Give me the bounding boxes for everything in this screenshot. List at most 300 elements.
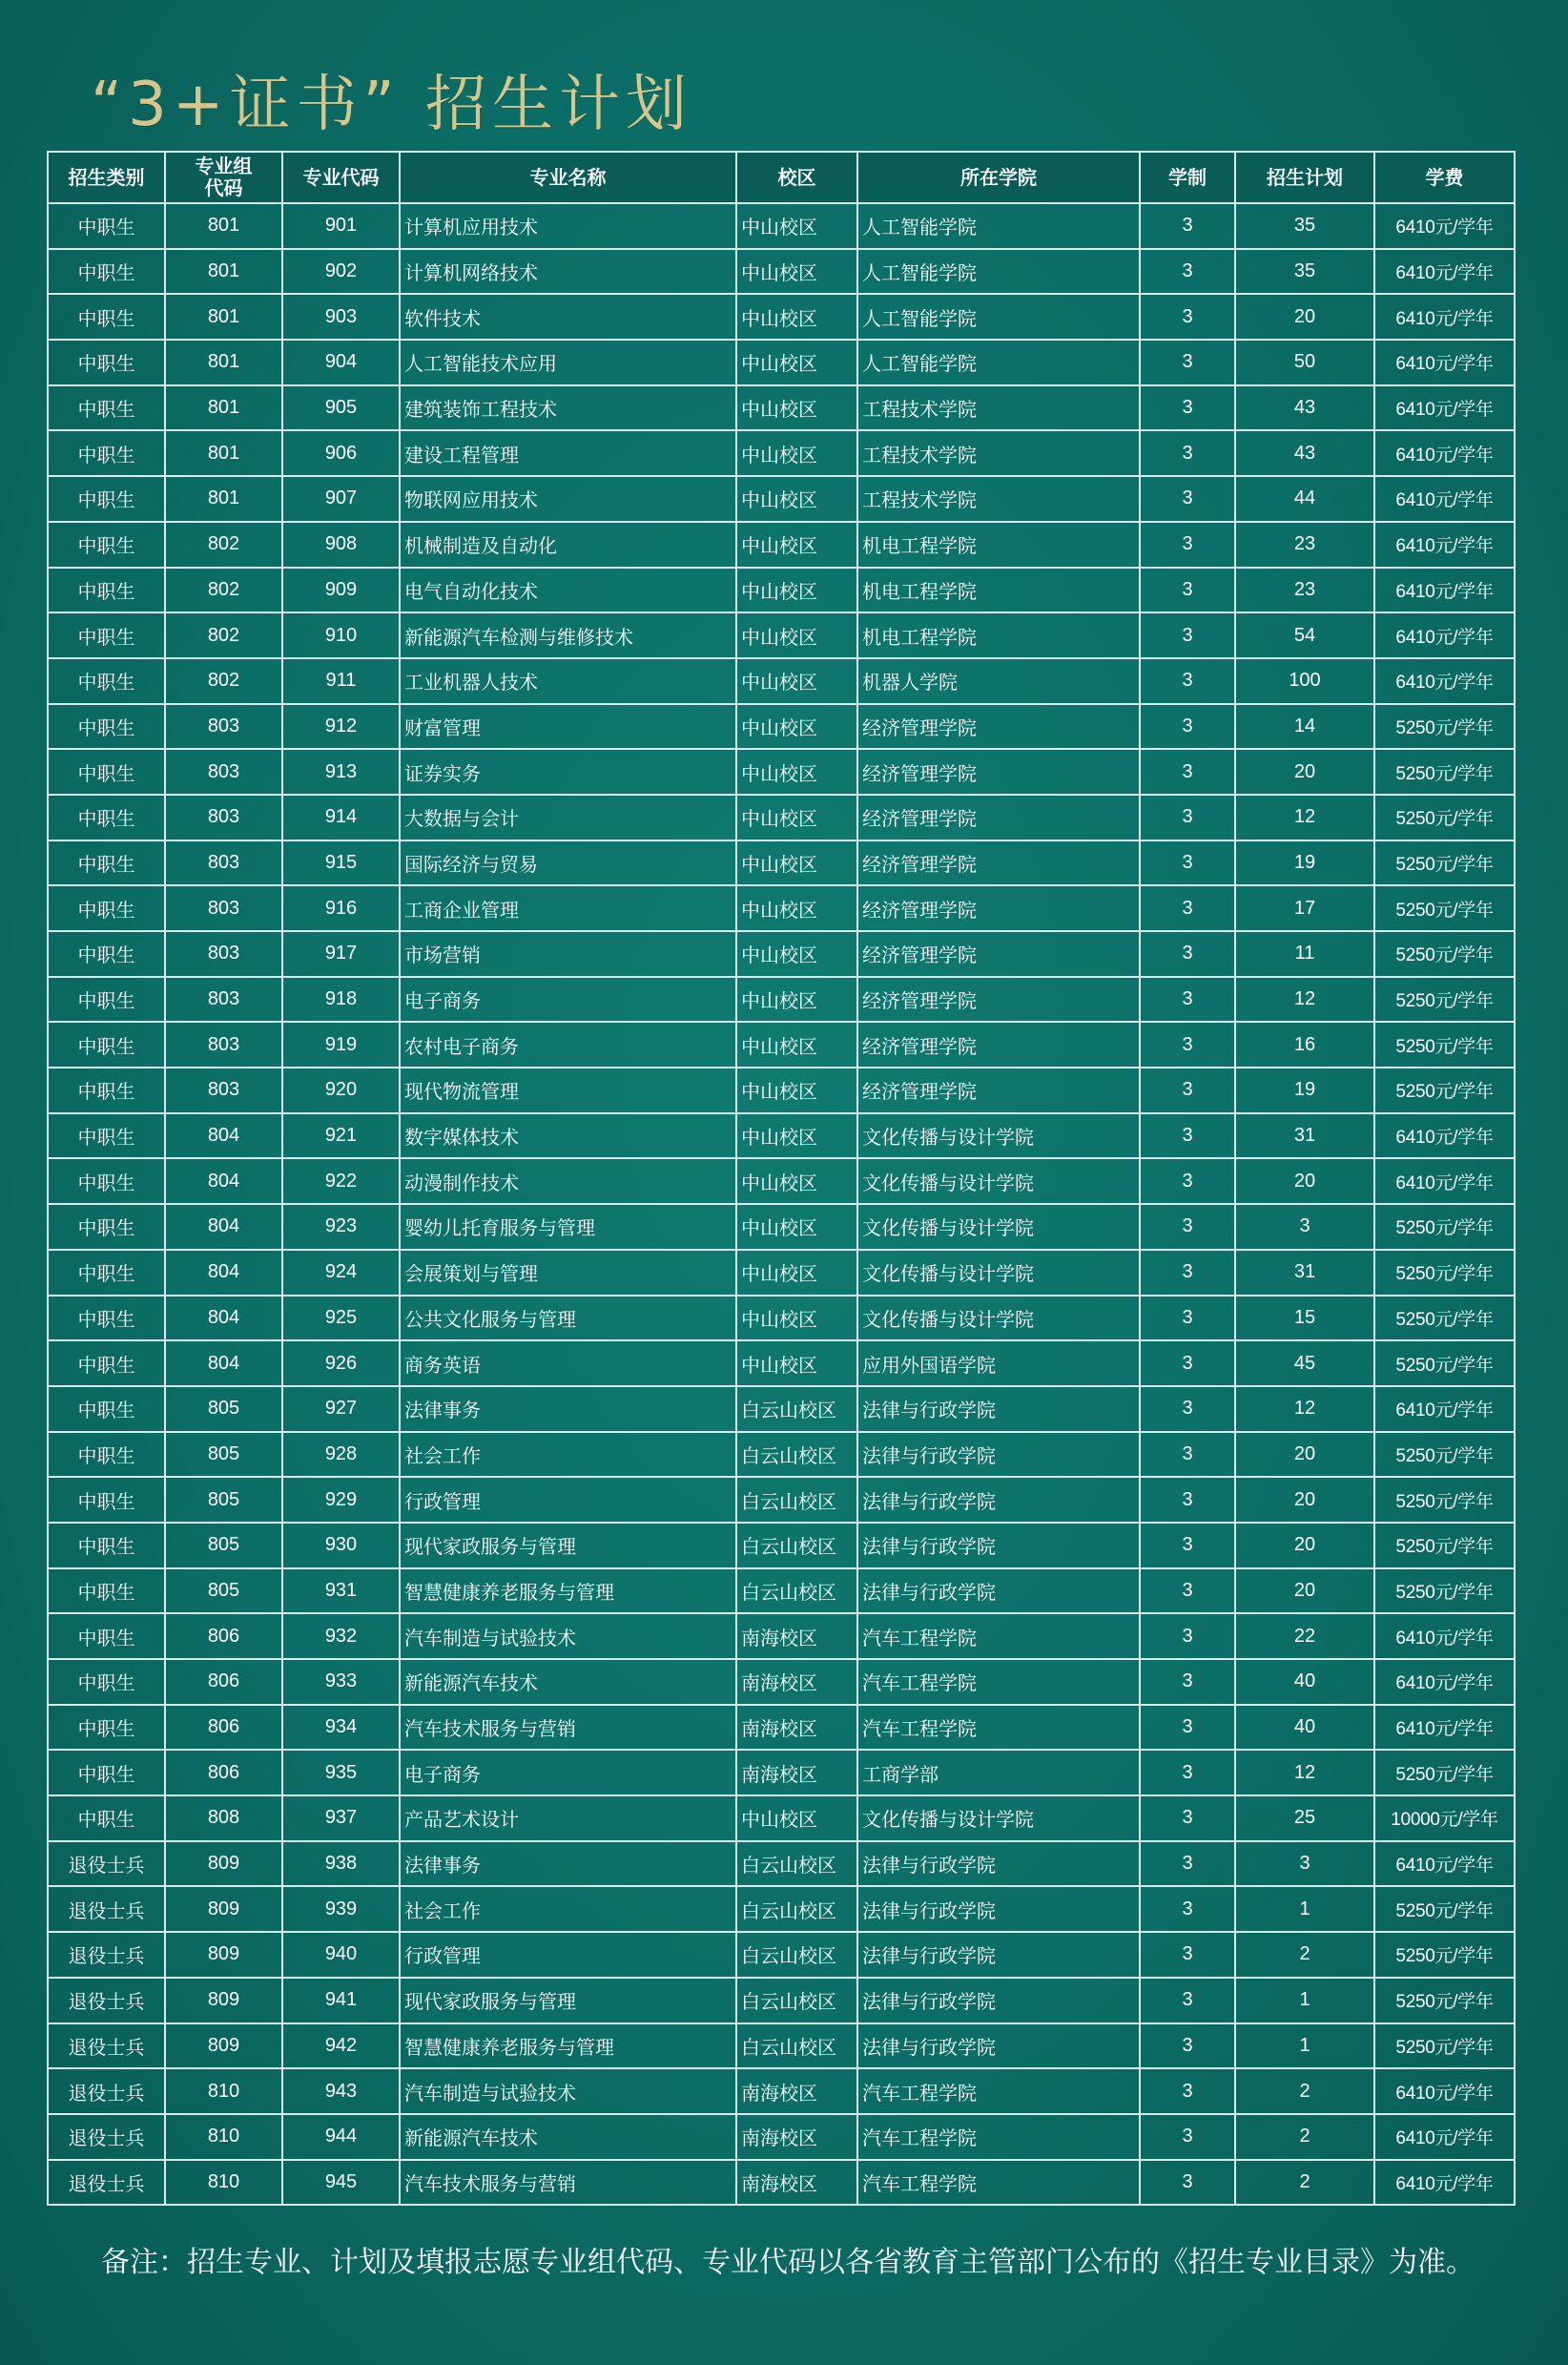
cell-category: 中职生 [48,1296,165,1341]
cell-college: 经济管理学院 [857,704,1140,750]
cell-campus: 中山校区 [736,1250,857,1296]
cell-duration: 3 [1140,1568,1235,1614]
cell-college: 经济管理学院 [857,749,1140,795]
cell-tuition: 6410元/学年 [1374,1386,1515,1432]
footnote: 备注：招生专业、计划及填报志愿专业组代码、专业代码以各省教育主管部门公布的《招生专业目录》为准。 [101,2246,1475,2279]
cell-duration: 3 [1140,1659,1235,1705]
table-row [48,885,1515,931]
cell-college: 人工智能学院 [857,294,1140,340]
cell-category: 中职生 [48,931,165,977]
cell-college: 文化传播与设计学院 [857,1158,1140,1204]
cell-college: 文化传播与设计学院 [857,1250,1140,1296]
cell-college: 应用外国语学院 [857,1340,1140,1386]
cell-tuition: 6410元/学年 [1374,522,1515,568]
cell-major-name: 建筑装饰工程技术 [400,385,736,431]
cell-duration: 3 [1140,1932,1235,1978]
table-row [48,568,1515,613]
cell-duration: 3 [1140,612,1235,658]
table-row [48,1523,1515,1568]
column-header-tuition: 学费 [1374,152,1515,203]
cell-category: 中职生 [48,340,165,385]
cell-college: 汽车工程学院 [857,2114,1140,2160]
cell-tuition: 6410元/学年 [1374,2160,1515,2206]
cell-major-name: 新能源汽车技术 [400,1659,736,1705]
cell-quota: 2 [1235,2160,1374,2206]
column-header-category: 招生类别 [48,152,165,203]
cell-duration: 3 [1140,658,1235,704]
enrollment-plan-table [47,151,1516,2206]
cell-duration: 3 [1140,1386,1235,1432]
cell-major-code: 916 [282,885,400,931]
cell-campus: 中山校区 [736,340,857,385]
table-row [48,294,1515,340]
cell-duration: 3 [1140,840,1235,886]
cell-major-code: 904 [282,340,400,385]
cell-duration: 3 [1140,1250,1235,1296]
cell-quota: 35 [1235,249,1374,295]
table-row [48,2068,1515,2114]
cell-campus: 中山校区 [736,704,857,750]
cell-college: 汽车工程学院 [857,1613,1140,1659]
cell-major-name: 电气自动化技术 [400,568,736,613]
cell-major-code: 945 [282,2160,400,2206]
cell-duration: 3 [1140,476,1235,522]
cell-major-code: 928 [282,1432,400,1478]
cell-category: 中职生 [48,840,165,886]
cell-quota: 54 [1235,612,1374,658]
cell-duration: 3 [1140,1523,1235,1568]
cell-category: 退役士兵 [48,2160,165,2206]
cell-quota: 50 [1235,340,1374,385]
cell-quota: 12 [1235,977,1374,1023]
cell-duration: 3 [1140,522,1235,568]
cell-major-name: 电子商务 [400,1750,736,1795]
cell-college: 法律与行政学院 [857,1432,1140,1478]
cell-quota: 20 [1235,749,1374,795]
cell-category: 中职生 [48,1022,165,1068]
cell-major-name: 公共文化服务与管理 [400,1296,736,1341]
cell-category: 中职生 [48,977,165,1023]
cell-category: 中职生 [48,1659,165,1705]
cell-major-name: 商务英语 [400,1340,736,1386]
cell-group-code: 806 [165,1705,282,1751]
cell-major-code: 901 [282,203,400,249]
cell-college: 机电工程学院 [857,612,1140,658]
cell-group-code: 801 [165,385,282,431]
cell-college: 机电工程学院 [857,568,1140,613]
cell-major-code: 931 [282,1568,400,1614]
cell-major-name: 汽车技术服务与营销 [400,1705,736,1751]
cell-college: 人工智能学院 [857,249,1140,295]
column-header-major-code: 专业代码 [282,152,400,203]
cell-group-code: 809 [165,1886,282,1932]
cell-category: 中职生 [48,568,165,613]
cell-tuition: 5250元/学年 [1374,931,1515,977]
cell-group-code: 804 [165,1113,282,1159]
cell-tuition: 5250元/学年 [1374,1204,1515,1250]
cell-college: 法律与行政学院 [857,1841,1140,1887]
cell-college: 经济管理学院 [857,977,1140,1023]
table-row [48,704,1515,750]
cell-tuition: 5250元/学年 [1374,1523,1515,1568]
cell-category: 中职生 [48,1340,165,1386]
cell-group-code: 806 [165,1659,282,1705]
cell-major-code: 940 [282,1932,400,1978]
cell-major-name: 法律事务 [400,1386,736,1432]
column-header-major-name: 专业名称 [400,152,736,203]
cell-tuition: 5250元/学年 [1374,1296,1515,1341]
cell-group-code: 809 [165,1978,282,2023]
table-row [48,840,1515,886]
cell-campus: 中山校区 [736,1022,857,1068]
cell-major-name: 法律事务 [400,1841,736,1887]
cell-tuition: 5250元/学年 [1374,1886,1515,1932]
table-row [48,749,1515,795]
cell-major-code: 933 [282,1659,400,1705]
cell-college: 法律与行政学院 [857,2023,1140,2069]
table-row [48,1659,1515,1705]
cell-campus: 中山校区 [736,1068,857,1113]
cell-category: 中职生 [48,795,165,840]
cell-major-code: 926 [282,1340,400,1386]
cell-college: 人工智能学院 [857,203,1140,249]
cell-duration: 3 [1140,1750,1235,1795]
table-row [48,1158,1515,1204]
cell-tuition: 6410元/学年 [1374,568,1515,613]
cell-group-code: 803 [165,749,282,795]
cell-major-code: 932 [282,1613,400,1659]
cell-tuition: 6410元/学年 [1374,1841,1515,1887]
cell-duration: 3 [1140,795,1235,840]
cell-campus: 中山校区 [736,385,857,431]
cell-category: 中职生 [48,885,165,931]
cell-college: 法律与行政学院 [857,1886,1140,1932]
cell-category: 退役士兵 [48,1932,165,1978]
table-row [48,385,1515,431]
cell-college: 工程技术学院 [857,476,1140,522]
cell-college: 法律与行政学院 [857,1477,1140,1523]
cell-quota: 43 [1235,430,1374,476]
table-body [48,203,1515,2205]
table-row [48,1022,1515,1068]
column-header-college: 所在学院 [857,152,1140,203]
cell-duration: 3 [1140,340,1235,385]
cell-category: 中职生 [48,749,165,795]
cell-major-code: 924 [282,1250,400,1296]
table-row [48,931,1515,977]
cell-duration: 3 [1140,2068,1235,2114]
table-row [48,430,1515,476]
cell-group-code: 809 [165,2023,282,2069]
cell-quota: 23 [1235,568,1374,613]
cell-quota: 14 [1235,704,1374,750]
cell-campus: 中山校区 [736,658,857,704]
cell-major-name: 会展策划与管理 [400,1250,736,1296]
cell-campus: 中山校区 [736,885,857,931]
cell-group-code: 802 [165,568,282,613]
table-row [48,658,1515,704]
cell-tuition: 5250元/学年 [1374,1750,1515,1795]
cell-duration: 3 [1140,749,1235,795]
cell-major-code: 938 [282,1841,400,1887]
cell-quota: 1 [1235,1886,1374,1932]
cell-college: 文化传播与设计学院 [857,1296,1140,1341]
cell-group-code: 805 [165,1477,282,1523]
cell-college: 文化传播与设计学院 [857,1204,1140,1250]
cell-campus: 中山校区 [736,476,857,522]
cell-duration: 3 [1140,249,1235,295]
cell-category: 中职生 [48,1705,165,1751]
cell-college: 法律与行政学院 [857,1386,1140,1432]
cell-major-name: 工商企业管理 [400,885,736,931]
cell-quota: 1 [1235,2023,1374,2069]
column-header-campus: 校区 [736,152,857,203]
cell-tuition: 6410元/学年 [1374,1705,1515,1751]
table-row [48,1340,1515,1386]
cell-tuition: 6410元/学年 [1374,385,1515,431]
cell-major-name: 财富管理 [400,704,736,750]
cell-tuition: 6410元/学年 [1374,2114,1515,2160]
cell-category: 中职生 [48,1113,165,1159]
cell-major-name: 现代物流管理 [400,1068,736,1113]
cell-duration: 3 [1140,1613,1235,1659]
cell-quota: 40 [1235,1659,1374,1705]
cell-quota: 31 [1235,1250,1374,1296]
cell-campus: 白云山校区 [736,1386,857,1432]
table-row [48,1886,1515,1932]
table-row [48,1613,1515,1659]
cell-major-name: 汽车制造与试验技术 [400,1613,736,1659]
cell-category: 中职生 [48,1204,165,1250]
cell-major-code: 906 [282,430,400,476]
cell-major-name: 智慧健康养老服务与管理 [400,2023,736,2069]
cell-quota: 43 [1235,385,1374,431]
cell-group-code: 804 [165,1296,282,1341]
column-header-quota: 招生计划 [1235,152,1374,203]
cell-campus: 南海校区 [736,2114,857,2160]
cell-category: 中职生 [48,1068,165,1113]
cell-major-name: 计算机网络技术 [400,249,736,295]
cell-quota: 23 [1235,522,1374,568]
cell-major-code: 939 [282,1886,400,1932]
cell-tuition: 6410元/学年 [1374,1659,1515,1705]
cell-tuition: 5250元/学年 [1374,795,1515,840]
table-header-row [48,152,1515,203]
cell-major-name: 汽车技术服务与营销 [400,2160,736,2206]
cell-category: 中职生 [48,385,165,431]
cell-major-name: 汽车制造与试验技术 [400,2068,736,2114]
cell-category: 中职生 [48,249,165,295]
cell-major-name: 数字媒体技术 [400,1113,736,1159]
cell-college: 法律与行政学院 [857,1932,1140,1978]
cell-major-name: 社会工作 [400,1432,736,1478]
table-row [48,249,1515,295]
cell-major-code: 935 [282,1750,400,1795]
cell-major-name: 人工智能技术应用 [400,340,736,385]
cell-category: 中职生 [48,612,165,658]
column-header-duration: 学制 [1140,152,1235,203]
cell-major-name: 产品艺术设计 [400,1795,736,1841]
cell-duration: 3 [1140,885,1235,931]
cell-tuition: 6410元/学年 [1374,249,1515,295]
cell-category: 中职生 [48,1386,165,1432]
cell-major-code: 941 [282,1978,400,2023]
cell-tuition: 5250元/学年 [1374,1022,1515,1068]
cell-campus: 中山校区 [736,795,857,840]
cell-duration: 3 [1140,1204,1235,1250]
cell-quota: 20 [1235,1477,1374,1523]
cell-major-code: 918 [282,977,400,1023]
cell-campus: 中山校区 [736,931,857,977]
cell-campus: 中山校区 [736,1113,857,1159]
cell-major-code: 912 [282,704,400,750]
cell-category: 中职生 [48,704,165,750]
cell-campus: 白云山校区 [736,1432,857,1478]
cell-major-name: 工业机器人技术 [400,658,736,704]
table-row [48,476,1515,522]
cell-category: 退役士兵 [48,1841,165,1887]
cell-major-code: 903 [282,294,400,340]
cell-campus: 白云山校区 [736,1568,857,1614]
cell-college: 经济管理学院 [857,1068,1140,1113]
cell-tuition: 6410元/学年 [1374,1158,1515,1204]
cell-duration: 3 [1140,1113,1235,1159]
cell-major-name: 计算机应用技术 [400,203,736,249]
cell-quota: 20 [1235,1523,1374,1568]
cell-category: 中职生 [48,203,165,249]
cell-group-code: 804 [165,1250,282,1296]
cell-group-code: 804 [165,1158,282,1204]
cell-campus: 中山校区 [736,612,857,658]
cell-category: 中职生 [48,1477,165,1523]
cell-group-code: 805 [165,1386,282,1432]
cell-major-name: 机械制造及自动化 [400,522,736,568]
cell-campus: 中山校区 [736,1158,857,1204]
cell-group-code: 803 [165,885,282,931]
table-row [48,1705,1515,1751]
cell-group-code: 810 [165,2114,282,2160]
cell-college: 法律与行政学院 [857,1523,1140,1568]
cell-major-code: 920 [282,1068,400,1113]
cell-quota: 2 [1235,2068,1374,2114]
cell-duration: 3 [1140,977,1235,1023]
cell-quota: 20 [1235,294,1374,340]
column-header-group-code: 专业组 代码 [165,152,282,203]
cell-tuition: 5250元/学年 [1374,1340,1515,1386]
cell-major-name: 婴幼儿托育服务与管理 [400,1204,736,1250]
cell-campus: 南海校区 [736,1750,857,1795]
cell-campus: 白云山校区 [736,1932,857,1978]
cell-major-name: 现代家政服务与管理 [400,1978,736,2023]
cell-group-code: 803 [165,704,282,750]
cell-quota: 40 [1235,1705,1374,1751]
cell-campus: 白云山校区 [736,1886,857,1932]
cell-campus: 南海校区 [736,2068,857,2114]
table-row [48,340,1515,385]
cell-major-code: 911 [282,658,400,704]
cell-major-code: 909 [282,568,400,613]
cell-major-code: 905 [282,385,400,431]
cell-major-name: 软件技术 [400,294,736,340]
cell-tuition: 6410元/学年 [1374,294,1515,340]
table-row [48,1386,1515,1432]
cell-quota: 11 [1235,931,1374,977]
cell-college: 工商学部 [857,1750,1140,1795]
cell-tuition: 6410元/学年 [1374,1613,1515,1659]
cell-group-code: 809 [165,1932,282,1978]
cell-quota: 1 [1235,1978,1374,2023]
cell-quota: 16 [1235,1022,1374,1068]
cell-tuition: 10000元/学年 [1374,1795,1515,1841]
cell-tuition: 6410元/学年 [1374,340,1515,385]
cell-major-code: 913 [282,749,400,795]
cell-category: 退役士兵 [48,2023,165,2069]
cell-category: 中职生 [48,1613,165,1659]
cell-tuition: 5250元/学年 [1374,885,1515,931]
table-row [48,1432,1515,1478]
cell-duration: 3 [1140,1022,1235,1068]
cell-group-code: 803 [165,931,282,977]
cell-tuition: 5250元/学年 [1374,1432,1515,1478]
table-row [48,1068,1515,1113]
cell-major-name: 现代家政服务与管理 [400,1523,736,1568]
cell-duration: 3 [1140,931,1235,977]
table-row [48,1113,1515,1159]
cell-tuition: 5250元/学年 [1374,1932,1515,1978]
cell-major-code: 925 [282,1296,400,1341]
page-title: “3+证书” 招生计划 [91,70,692,140]
table-row [48,1296,1515,1341]
cell-group-code: 801 [165,476,282,522]
cell-college: 汽车工程学院 [857,1705,1140,1751]
cell-major-name: 市场营销 [400,931,736,977]
cell-campus: 中山校区 [736,203,857,249]
cell-college: 人工智能学院 [857,340,1140,385]
cell-quota: 3 [1235,1204,1374,1250]
cell-tuition: 6410元/学年 [1374,203,1515,249]
cell-category: 中职生 [48,1568,165,1614]
cell-tuition: 5250元/学年 [1374,1978,1515,2023]
cell-quota: 3 [1235,1841,1374,1887]
table-row [48,1750,1515,1795]
cell-major-code: 937 [282,1795,400,1841]
cell-group-code: 805 [165,1523,282,1568]
cell-college: 经济管理学院 [857,1022,1140,1068]
cell-category: 中职生 [48,1523,165,1568]
cell-group-code: 802 [165,522,282,568]
cell-major-code: 929 [282,1477,400,1523]
cell-category: 中职生 [48,522,165,568]
cell-quota: 22 [1235,1613,1374,1659]
cell-category: 中职生 [48,294,165,340]
cell-major-name: 物联网应用技术 [400,476,736,522]
cell-campus: 中山校区 [736,249,857,295]
cell-major-code: 927 [282,1386,400,1432]
cell-group-code: 803 [165,1022,282,1068]
cell-campus: 中山校区 [736,1340,857,1386]
cell-college: 经济管理学院 [857,795,1140,840]
cell-duration: 3 [1140,568,1235,613]
cell-group-code: 802 [165,612,282,658]
cell-quota: 17 [1235,885,1374,931]
cell-quota: 20 [1235,1432,1374,1478]
cell-quota: 45 [1235,1340,1374,1386]
cell-campus: 白云山校区 [736,1523,857,1568]
cell-group-code: 801 [165,203,282,249]
cell-tuition: 5250元/学年 [1374,977,1515,1023]
cell-group-code: 804 [165,1340,282,1386]
table-row [48,1795,1515,1841]
